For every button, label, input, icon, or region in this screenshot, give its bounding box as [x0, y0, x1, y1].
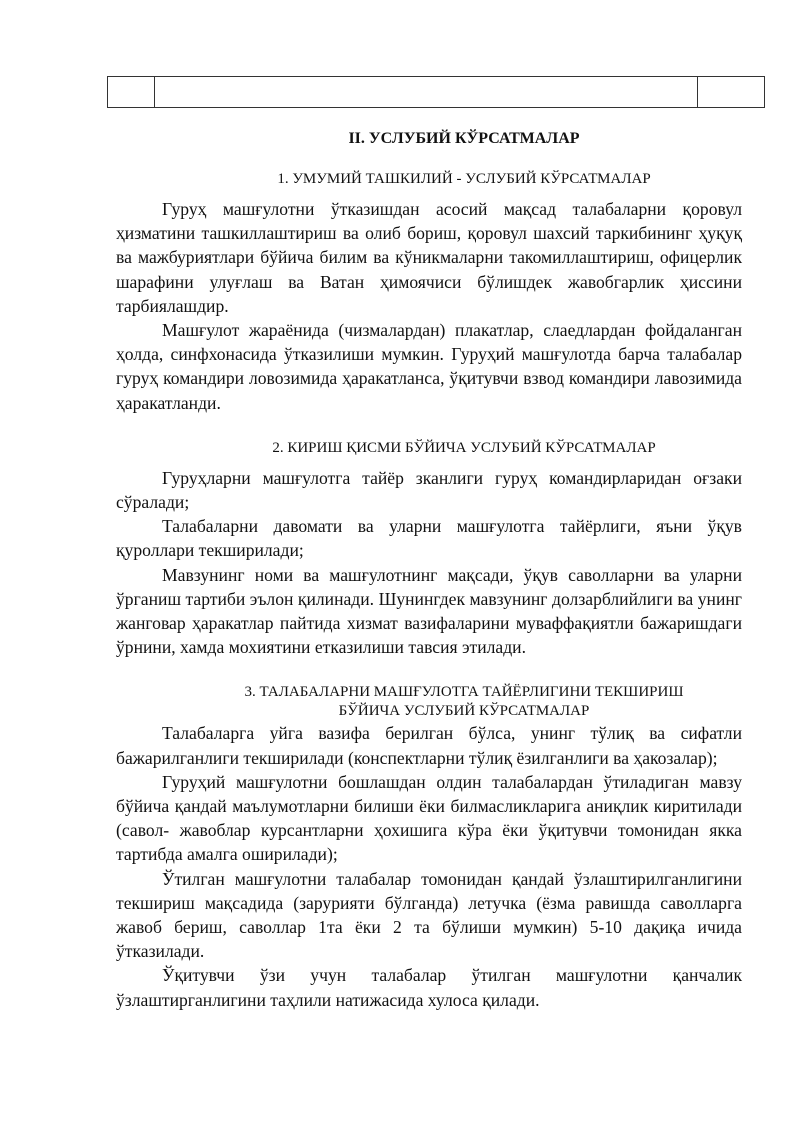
section-heading: 2. КИРИШ ҚИСМИ БЎЙИЧА УСЛУБИЙ КЎРСАТМАЛАР [272, 439, 656, 456]
paragraph: Гуруҳ машғулотни ўтказишдан асосий мақсад талабаларни қоровул ҳизматини ташкиллаштириш ва олиб бориш, қоровул шахсий таркибининг ҳуқуқ ва мажбуриятлари бўйича билим ва кўникмаларни такомиллаштириш, офицерлик шарафини улуғлаш ва Ватан ҳимоячиси бўлишдек жавобгарлик ҳиссини тарбиялашдир. [116, 199, 742, 316]
paragraph: Гуруҳларни машғулотга тайёр зканлиги гуруҳ командирларидан оғзаки сўралади; [116, 467, 742, 513]
header-table [107, 76, 765, 108]
paragraph: Гуруҳий машғулотни бошлашдан олдин талабалардан ўтиладиган мавзу бўйича қандай маълумотларни билиши ёки билмасликларига аниқлик киритилади (савол- жавоблар курсантларни ҳохишига кўра ёки ўқитувчи томонидан якка тартибда амалга оширилади); [116, 771, 742, 865]
header-table-cell [155, 77, 698, 108]
paragraph: Талабаларга уйга вазифа берилган бўлса, унинг тўлиқ ва сифатли бажарилганлиги текширилади (конспектларни тўлиқ ёзилганлиги ва ҳакозалар); [116, 723, 742, 768]
paragraph: Талабаларни давомати ва уларни машғулотга тайёрлиги, яъни ўқув қуроллари текширилади; [116, 516, 742, 561]
header-table-cell [698, 77, 765, 108]
header-table-cell [108, 77, 155, 108]
section-heading: БЎЙИЧА УСЛУБИЙ КЎРСАТМАЛАР [338, 703, 590, 720]
page-title: II. УСЛУБИЙ КЎРСАТМАЛАР [348, 130, 580, 147]
section-heading: 3. ТАЛАБАЛАРНИ МАШҒУЛОТГА ТАЙЁРЛИГИНИ ТЕКШИРИШ [244, 684, 684, 701]
paragraph: Ўқитувчи ўзи учун талабалар ўтилган машғулотни қанчалик ўзлаштирганлигини таҳлили натижасида хулоса қилади. [116, 965, 742, 1010]
section-heading: 1. УМУМИЙ ТАШКИЛИЙ - УСЛУБИЙ КЎРСАТМАЛАР [277, 171, 651, 187]
paragraph: Мавзунинг номи ва машғулотнинг мақсади, ўқув саволларни ва уларни ўрганиш тартиби эълон қилинади. Шунингдек мавзунинг долзарблийлиги ва унинг жанговар ҳаракатлар пайтида хизмат вазифаларини муваффақиятли бажаришдаги ўрнини, хамда мохиятини етказилиши тавсия этилади. [116, 564, 742, 658]
document-body [116, 128, 742, 1012]
paragraph: Машғулот жараёнида (чизмалардан) плакатлар, слаедлардан фойдаланган ҳолда, синфхонасида ўтказилиши мумкин. Гуруҳий машғулотда барча талабалар гуруҳ командири ловозимида ҳаракатланса, ўқитувчи взвод командири лавозимида ҳаракатланди. [116, 320, 742, 413]
paragraph: Ўтилган машғулотни талабалар томонидан қандай ўзлаштирилганлигини текшириш мақсадида (зарурияти бўлганда) летучка (ёзма равишда саволларга жавоб бериш, саволлар 1та ёки 2 та бўлиши мумкин) 5-10 дақиқа ичида ўтказилади. [116, 868, 742, 962]
